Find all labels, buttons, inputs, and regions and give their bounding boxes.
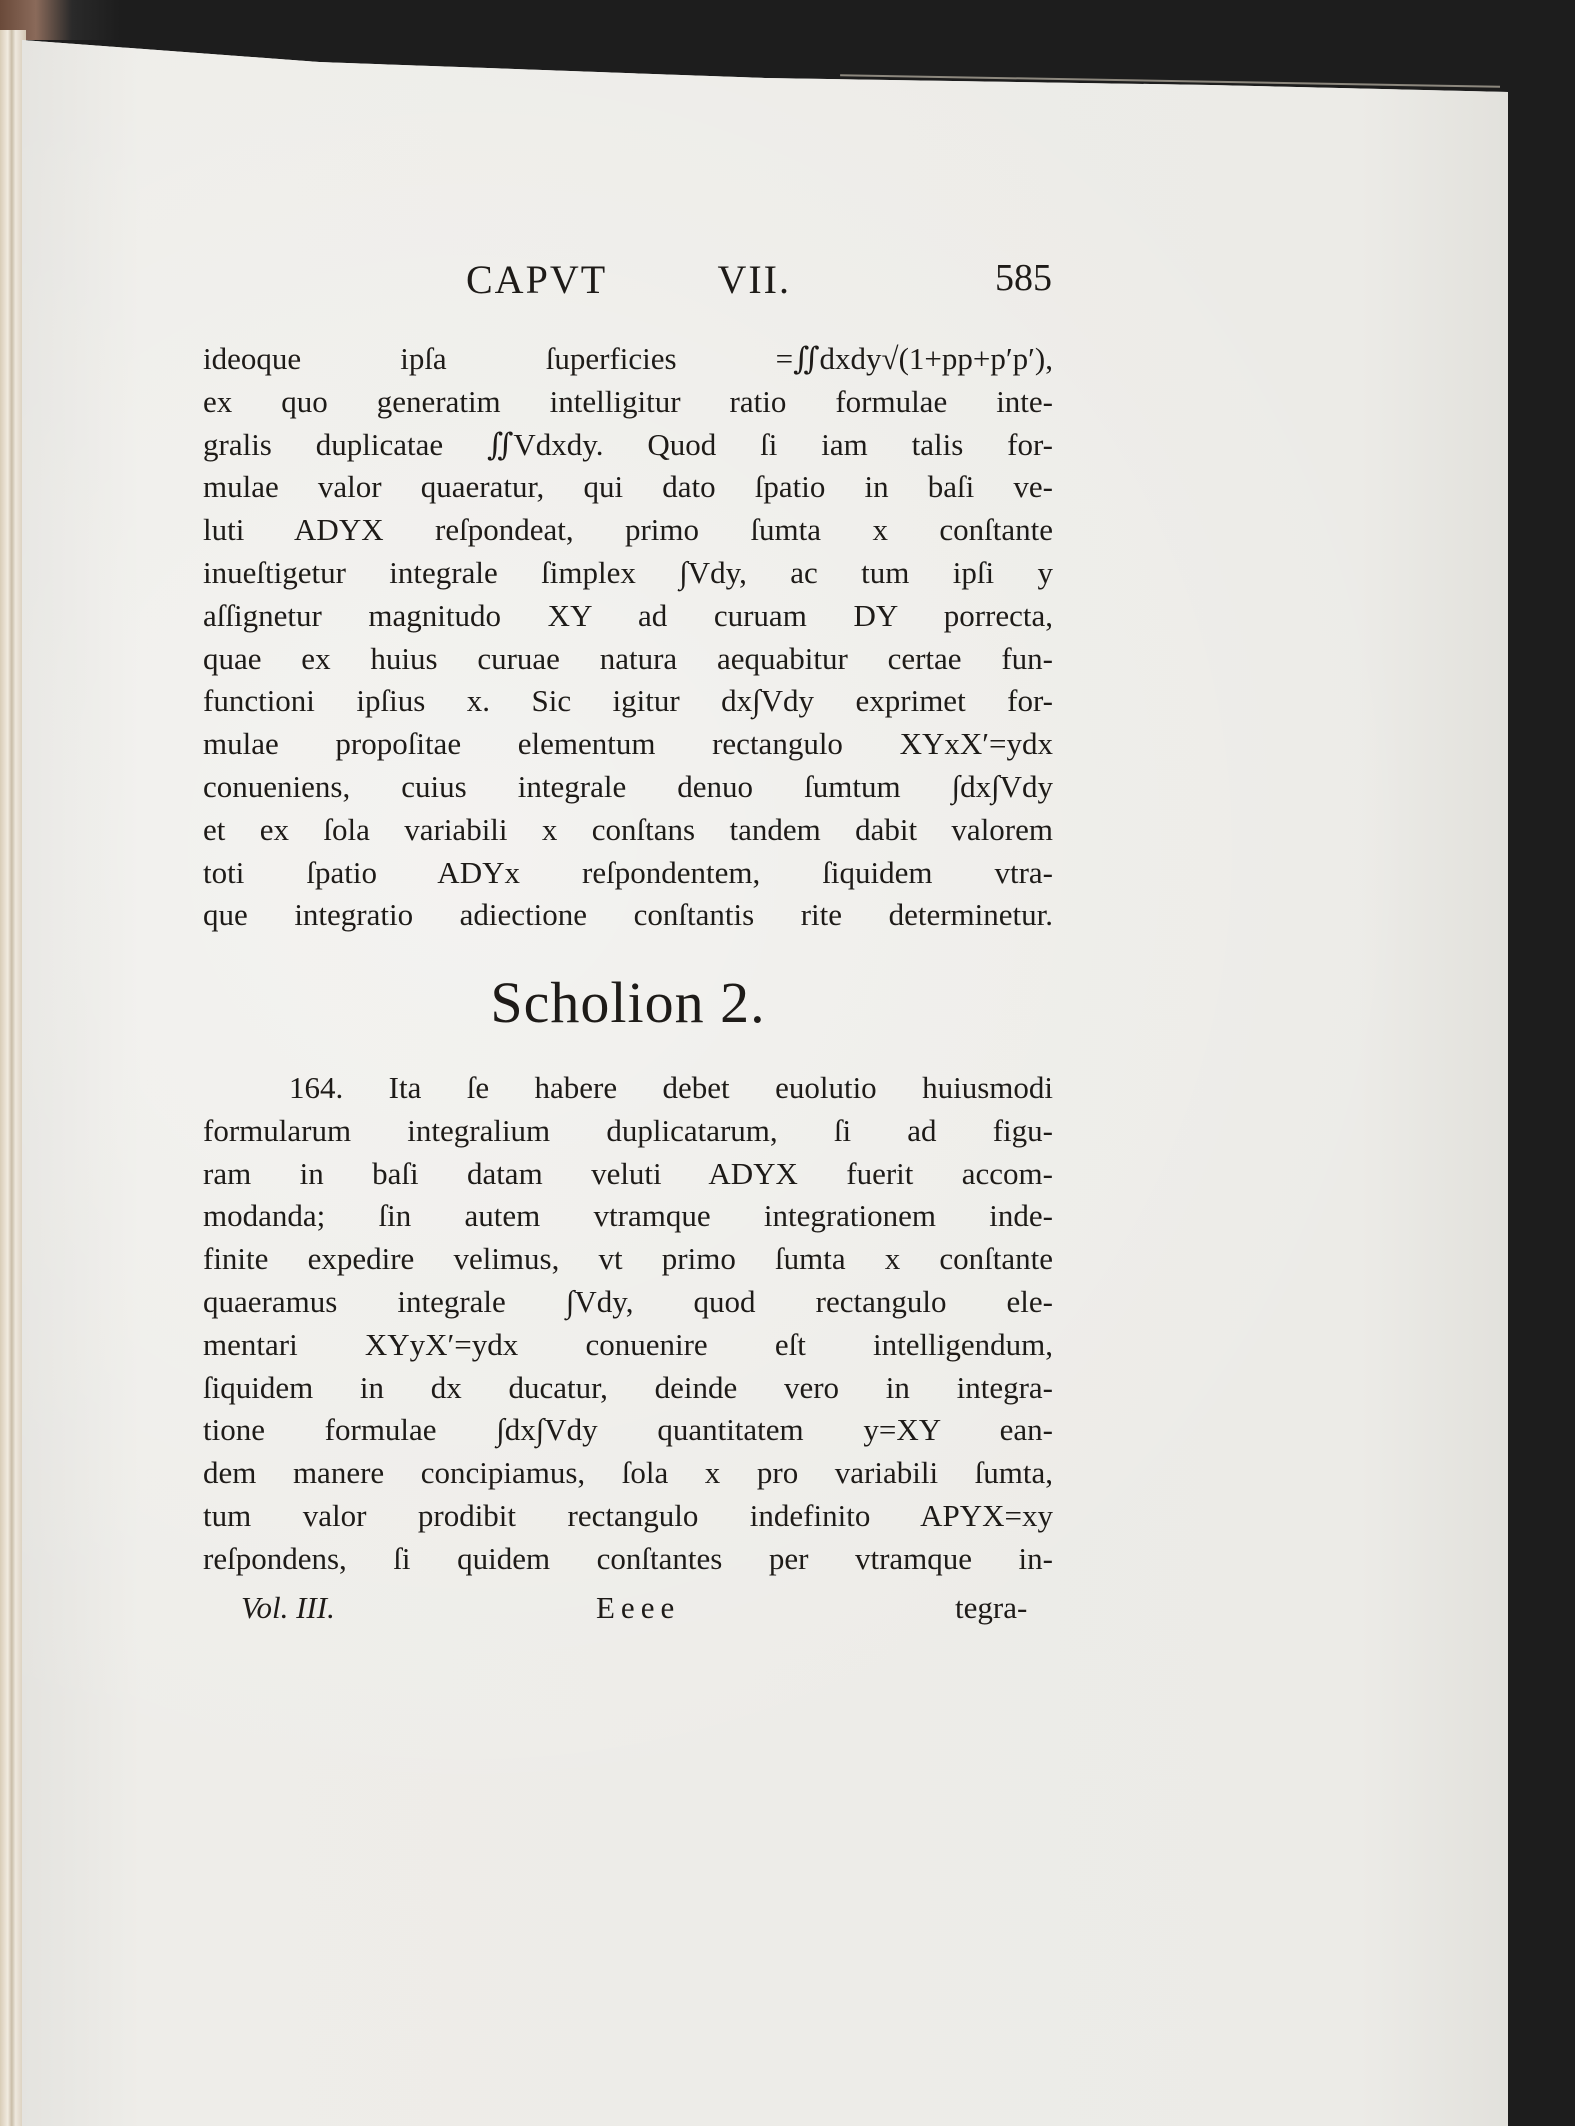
text-line: ſiquidem in dx ducatur, deinde vero in integra- (203, 1369, 1053, 1405)
paragraph-2 (203, 1067, 1053, 1581)
text-line: tione formulae ∫dx∫Vdy quantitatem y=XY ean- (203, 1412, 1053, 1448)
text-line: aſſignetur magnitudo XY ad curuam DY porrecta, (203, 597, 1053, 633)
text-line: tum valor prodibit rectangulo indefinito APYX=xy (203, 1497, 1053, 1533)
text-line: luti ADYX reſpondeat, primo ſumta x conſtante (203, 512, 1053, 548)
text-line: gralis duplicatae ∬Vdxdy. Quod ſi iam talis for- (203, 426, 1053, 462)
text-line: et ex ſola variabili x conſtans tandem dabit valorem (203, 811, 1053, 847)
text-line: mulae valor quaeratur, qui dato ſpatio in baſi ve- (203, 469, 1053, 505)
text-line: functioni ipſius x. Sic igitur dx∫Vdy exprimet for- (203, 683, 1053, 719)
text-line: quae ex huius curuae natura aequabitur certae fun- (203, 640, 1053, 676)
volume-mark: Vol. III. (241, 1590, 335, 1625)
text-line: que integratio adiectione conſtantis rite determinetur. (203, 897, 1053, 933)
page-number: 585 (995, 257, 1052, 299)
text-line: ram in baſi datam veluti ADYX fuerit accom- (203, 1155, 1053, 1191)
text-line: toti ſpatio ADYx reſpondentem, ſiquidem vtra- (203, 854, 1053, 890)
text-line: finite expedire velimus, vt primo ſumta x conſtante (203, 1241, 1053, 1277)
section-heading: Scholion 2. (490, 970, 766, 1035)
running-head: CAPVT VII. (466, 257, 791, 302)
text-line: formularum integralium duplicatarum, ſi ad figu- (203, 1112, 1053, 1148)
text-line: dem manere concipiamus, ſola x pro variabili ſumta, (203, 1455, 1053, 1491)
text-line: inueſtigetur integrale ſimplex ∫Vdy, ac tum ipſi y (203, 554, 1053, 590)
catchword: tegra- (955, 1590, 1028, 1625)
text-line: modanda; ſin autem vtramque integrationem inde- (203, 1198, 1053, 1234)
text-line: conueniens, cuius integrale denuo ſumtum ∫dx∫Vdy (203, 768, 1053, 804)
text-line: quaeramus integrale ∫Vdy, quod rectangulo ele- (203, 1283, 1053, 1319)
text-line: ideoque ipſa ſuperficies =∬dxdy√(1+pp+p′p′), (203, 341, 1053, 376)
signature-mark: Eeee (596, 1590, 681, 1625)
text-line: mentari XYyX′=ydx conuenire eſt intelligendum, (203, 1326, 1053, 1362)
paragraph-1 (203, 338, 1053, 937)
text-line: 164. Ita ſe habere debet euolutio huiusmodi (289, 1070, 1053, 1105)
text-line: reſpondens, ſi quidem conſtantes per vtramque in- (203, 1540, 1053, 1576)
text-line: mulae propoſitae elementum rectangulo XYxX′=ydx (203, 726, 1053, 762)
text-line: ex quo generatim intelligitur ratio formulae inte- (203, 383, 1053, 419)
book-page (22, 0, 1508, 2126)
